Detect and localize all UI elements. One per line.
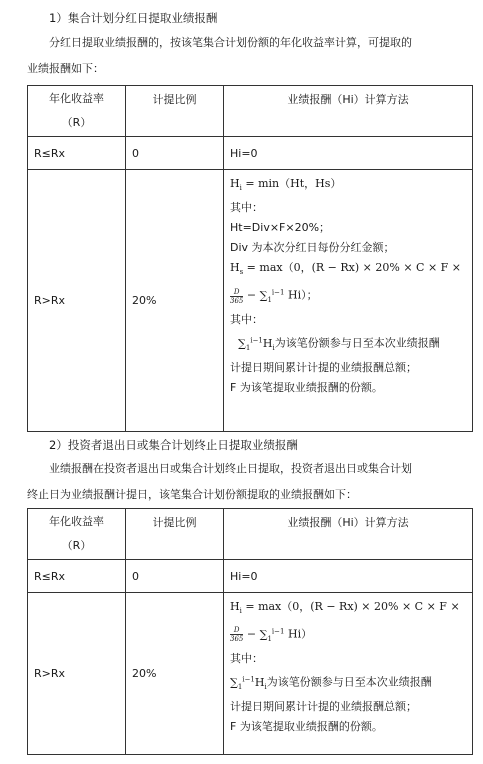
table1-row-high: [28, 170, 473, 432]
table2-high-ratio: 20%: [126, 593, 224, 755]
table2-header-method: 业绩报酬（Hi）计算方法: [224, 509, 473, 560]
section1-para-line1: 分红日提取业绩报酬的，按该笔集合计划份额的年化收益率计算，可提取的: [49, 36, 412, 49]
formula-hi-min: $H_i = \min(Ht$，Hs）: [230, 177, 342, 193]
table1-header-row: [28, 86, 473, 137]
table1-high-ratio: 20%: [126, 170, 224, 432]
table2-low-method: Hi=0: [224, 560, 473, 593]
where-label: 其中：: [230, 201, 263, 215]
section2-para-line1: 业绩报酬在投资者退出日或集合计划终止日提取，投资者退出日或集合计划: [49, 462, 412, 475]
where-label: 其中：: [230, 652, 263, 666]
sum-symbol: $\sum_1^{i-1}$: [259, 627, 285, 644]
table1-header-ratio: 计提比例: [126, 86, 224, 137]
table2-low-ratio: 0: [126, 560, 224, 593]
formula-hi-max: $H_i = \max(0$，(R − Rx) × 20% × C × F ×: [230, 600, 460, 616]
fraction-d-365: $\frac{D}{365}$: [230, 287, 244, 305]
section1-para-line2: 业绩报酬如下：: [27, 62, 104, 75]
table1-header-yield: 年化收益率 （R）: [28, 86, 126, 137]
table1-low-ratio: 0: [126, 137, 224, 170]
table2-header-ratio: 计提比例: [126, 509, 224, 560]
table1-low-method: Hi=0: [224, 137, 473, 170]
table2-header-yield: 年化收益率 （R）: [28, 509, 126, 560]
section2-paragraph: [27, 456, 472, 508]
section2-title: 2）投资者退出日或集合计划终止日提取业绩报酬: [49, 438, 298, 452]
sum-description: $\sum_1^{i-1}H_i$为该笔份额参与日至本次业绩报酬: [238, 336, 440, 353]
table2-header-row: [28, 509, 473, 560]
sum-description-2: 计提日期间累计计提的业绩报酬总额；: [230, 361, 417, 375]
sum-description: $\sum_1^{i-1}H_i$为该笔份额参与日至本次业绩报酬: [230, 675, 432, 691]
formula-hi-cont: $\frac{D}{365}$ − $\sum_1^{i-1}$ Hi）: [230, 626, 313, 644]
table1-low-yield: R≤Rx: [28, 137, 126, 170]
table2-high-method: [224, 593, 473, 755]
table2-high-yield: R>Rx: [28, 593, 126, 755]
sum-description-2: 计提日期间累计计提的业绩报酬总额；: [230, 699, 417, 713]
f-description: F 为该笔提取业绩报酬的份额。: [230, 381, 383, 395]
formula-ht: Ht=Div×F×20%；: [230, 221, 331, 235]
table2-low-yield: R≤Rx: [28, 560, 126, 593]
table1-header-method: 业绩报酬（Hi）计算方法: [224, 86, 473, 137]
table2-row-low: [28, 560, 473, 593]
table1-high-yield: R>Rx: [28, 170, 126, 432]
table1: [27, 85, 473, 432]
where-label-2: 其中：: [230, 313, 263, 327]
section2-para-line2: 终止日为业绩报酬计提日，该笔集合计划份额提取的业绩报酬如下：: [27, 488, 357, 501]
fraction-d-365: $\frac{D}{365}$: [230, 626, 244, 644]
f-description: F 为该笔提取业绩报酬的份额。: [230, 719, 383, 733]
section1-title: 1）集合计划分红日提取业绩报酬: [49, 11, 218, 25]
table1-high-method: [224, 170, 473, 432]
div-description: Div 为本次分红日每份分红金额；: [230, 241, 395, 255]
table2-row-high: [28, 593, 473, 755]
table2: [27, 508, 473, 755]
formula-hs: $H_s = \max(0$，(R − Rx) × 20% × C × F ×: [230, 261, 461, 277]
section1-paragraph: [27, 30, 472, 82]
table1-row-low: [28, 137, 473, 170]
formula-hs-cont: $\frac{D}{365}$ − $\sum_1^{i-1}$ Hi）；: [230, 287, 318, 305]
sum-symbol: $\sum_1^{i-1}$: [259, 288, 285, 305]
